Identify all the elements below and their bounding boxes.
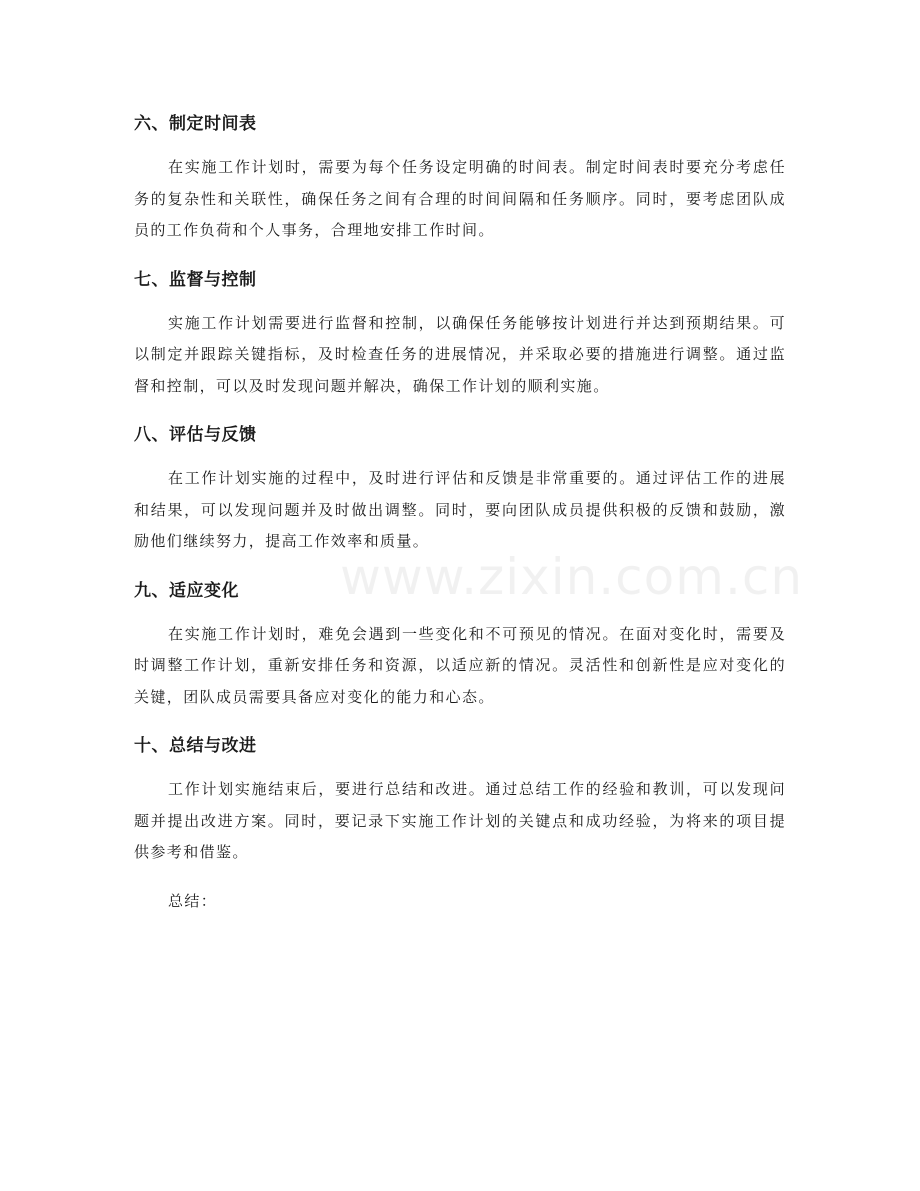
section-heading: 六、制定时间表 [134, 114, 257, 134]
watermark: www.zixin.com.cn [340, 548, 804, 606]
section-paragraph: 在工作计划实施的过程中，及时进行评估和反馈是非常重要的。通过评估工作的进展和结果，可以发现问题并及时做出调整。同时，要向团队成员提供积极的反馈和鼓励，激励他们继续努力，提高工作效率和质量。 [134, 469, 786, 550]
section-review [134, 730, 786, 869]
section-adaptation [134, 575, 786, 714]
section-heading: 八、评估与反馈 [134, 425, 257, 445]
section-paragraph: 工作计划实施结束后，要进行总结和改进。通过总结工作的经验和教训，可以发现问题并提出改进方案。同时，要记录下实施工作计划的关键点和成功经验，为将来的项目提供参考和借鉴。 [134, 780, 786, 861]
section-evaluation [134, 419, 786, 558]
section-paragraph: 实施工作计划需要进行监督和控制，以确保任务能够按计划进行并达到预期结果。可以制定并跟踪关键指标，及时检查任务的进展情况，并采取必要的措施进行调整。通过监督和控制，可以及时发现问题并解决，确保工作计划的顺利实施。 [134, 313, 786, 395]
section-paragraph: 在实施工作计划时，难免会遇到一些变化和不可预见的情况。在面对变化时，需要及时调整工作计划，重新安排任务和资源，以适应新的情况。灵活性和创新性是应对变化的关键，团队成员需要具备应对变化的能力和心态。 [134, 624, 786, 706]
summary-label: 总结： [168, 891, 218, 910]
section-heading: 十、总结与改进 [134, 736, 257, 756]
document-content [134, 108, 786, 917]
section-heading: 九、适应变化 [134, 580, 239, 601]
section-heading: 七、监督与控制 [134, 269, 257, 290]
section-supervision [134, 264, 786, 403]
section-schedule [134, 108, 786, 247]
section-paragraph: 在实施工作计划时，需要为每个任务设定明确的时间表。制定时间表时要充分考虑任务的复杂性和关联性，确保任务之间有合理的时间间隔和任务顺序。同时，要考虑团队成员的工作负荷和个人事务，合理地安排工作时间。 [134, 158, 786, 239]
